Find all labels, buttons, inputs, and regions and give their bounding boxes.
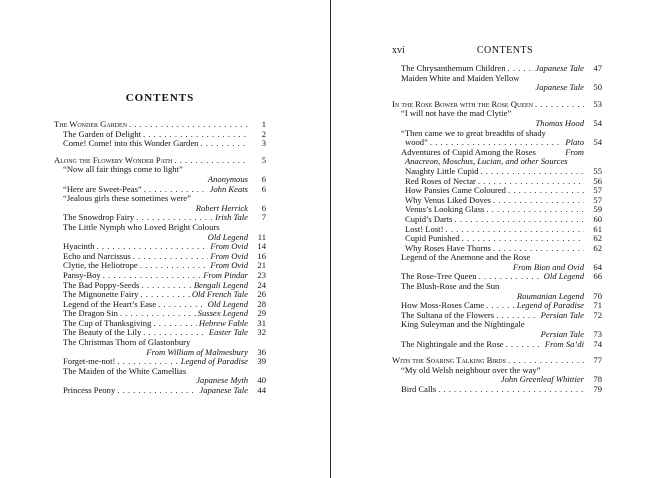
toc-entry: The Cup of Thanksgiving . . . Hebrew Fable 31: [54, 319, 266, 329]
toc-entry: The Nightingale and the Rose . . . From Sa’di 74: [392, 340, 602, 350]
toc-entry: Venus’s Looking Glass . . . 59: [392, 205, 602, 215]
toc-entry: Cupid Punished . . . 62: [392, 234, 602, 244]
toc-entry: “I will not have the mad Clytie” Thomas Hood 54: [401, 108, 602, 128]
toc-entry: The Beauty of the Lily . . . Easter Tale 32: [54, 328, 266, 338]
toc-entry: The Bad Poppy-Seeds . . . Bengali Legend 24: [54, 281, 266, 291]
toc-entry: Lost! Lost! . . . 61: [392, 225, 602, 235]
toc-entry: “Now all fair things come to light” Anonymous 6: [63, 164, 266, 184]
right-page: [392, 45, 602, 395]
toc-entry: Forget-me-not! . . . Legend of Paradise 39: [54, 357, 266, 367]
toc-entry: Bird Calls . . . 79: [392, 385, 602, 395]
toc-entry: Clytie, the Heliotrope . . . From Ovid 21: [54, 261, 266, 271]
toc-entry: Pansy-Boy . . . From Pindar 23: [54, 271, 266, 281]
toc-entry: “Then came we to great breadths of shady wood” . . . Plato 54: [392, 129, 602, 148]
toc-entry: The Snowdrop Fairy . . . Irish Tale 7: [54, 213, 266, 223]
page-gutter-divider: [330, 0, 331, 478]
toc-entry: The Little Nymph who Loved Bright Colours Old Legend 11: [63, 221, 266, 242]
toc-entry: Echo and Narcissus . . . From Ovid 16: [54, 252, 266, 262]
page-header: [392, 45, 602, 59]
toc-entry: How Pansies Came Coloured . . . 57: [392, 186, 602, 196]
toc-entry: “Jealous girls these sometimes were” Robert Herrick 6: [63, 193, 266, 213]
toc-entry: The Mignonette Fairy . . . Old French Tale 26: [54, 290, 266, 300]
running-head: CONTENTS: [476, 45, 534, 56]
toc-entry: Hyacinth . . . From Ovid 14: [54, 242, 266, 252]
toc-section: Along the Flowery Wonder Path . . . 5: [54, 156, 266, 166]
toc-entry: Legend of the Anemone and the Rose From Bion and Ovid 64: [401, 252, 602, 272]
toc-entry: The Chrysanthemum Children . . . Japanese Tale 47: [392, 64, 602, 74]
toc-entry: The Dragon Sin . . . Sussex Legend 29: [54, 309, 266, 319]
toc-entry: How Moss-Roses Came . . . Legend of Paradise 71: [392, 301, 602, 311]
toc-entry: Red Roses of Nectar . . . 56: [392, 177, 602, 187]
right-toc: [392, 64, 602, 395]
toc-entry: Adventures of Cupid Among the Roses From Anacreon, Moschus, Lucian, and other Sources: [401, 146, 584, 167]
toc-entry: The Maiden of the White Camellias Japanese Myth 40: [63, 365, 266, 386]
toc-entry: Why Roses Have Thorns . . . 62: [392, 244, 602, 254]
toc-entry: Come! Come! into this Wonder Garden . . . 3: [54, 139, 266, 149]
toc-entry: The Rose-Tree Queen . . . Old Legend 66: [392, 272, 602, 282]
toc-entry: The Sultana of the Flowers . . . Persian Tale 72: [392, 311, 602, 321]
toc-entry: “My old Welsh neighbour over the way” John Greenleaf Whittier 78: [401, 364, 602, 385]
toc-entry: Maiden White and Maiden Yellow Japanese Tale 50: [401, 72, 602, 93]
toc-entry: Why Venus Liked Doves . . . 57: [392, 196, 602, 206]
toc-section: In the Rose Bower with the Rose Queen . . . 53: [392, 100, 602, 110]
toc-entry: The Blush-Rose and the Sun Roumanian Legend 70: [401, 281, 602, 301]
toc-entry: Cupid’s Darts . . . 60: [392, 215, 602, 225]
toc-entry: Princess Peony . . . Japanese Tale 44: [54, 386, 266, 396]
toc-entry: The Garden of Delight . . . 2: [54, 130, 266, 140]
toc-section: With the Soaring Talking Birds . . . 77: [392, 356, 602, 366]
toc-entry: The Christmas Thorn of Glastonbury From William of Malmesbury 36: [63, 337, 266, 357]
left-toc: [54, 120, 266, 396]
left-page: [54, 92, 266, 396]
toc-section: The Wonder Garden . . . 1: [54, 120, 266, 130]
toc-entry: King Suleyman and the Nightingale Persian Tale 73: [401, 319, 602, 340]
page-number: xvi: [392, 45, 405, 56]
contents-title: CONTENTS: [125, 92, 195, 104]
toc-entry: “Here are Sweet-Peas” . . . John Keats 6: [54, 185, 266, 195]
toc-entry: Legend of the Heart’s Ease . . . Old Legend 28: [54, 300, 266, 310]
toc-entry: Naughty Little Cupid . . . 55: [392, 167, 602, 177]
